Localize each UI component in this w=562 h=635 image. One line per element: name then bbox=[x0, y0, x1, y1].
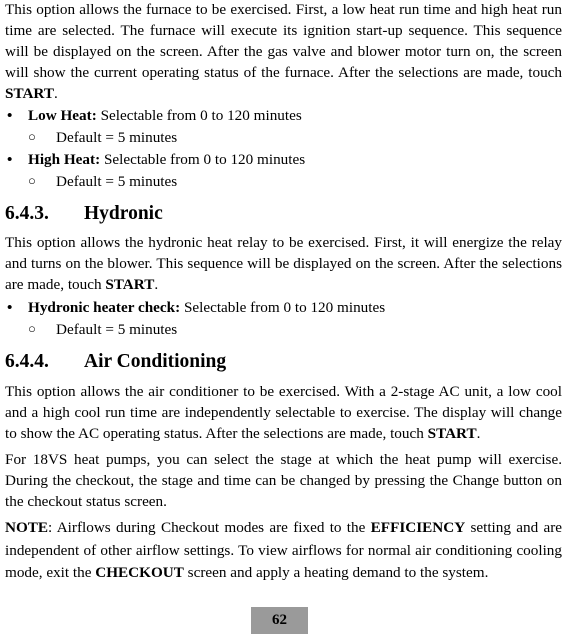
hydronic-check-text: Selectable from 0 to 120 minutes bbox=[180, 299, 386, 316]
start-keyword: START bbox=[105, 276, 155, 293]
page-number: 62 bbox=[251, 607, 308, 634]
start-keyword: START bbox=[427, 425, 477, 442]
note-text-3: screen and apply a heating demand to the system. bbox=[183, 564, 489, 581]
bullet-high-heat bbox=[5, 149, 562, 171]
note-text-1: : Airflows during Checkout modes are fixed to the bbox=[48, 519, 371, 536]
hydronic-paragraph-tail: . bbox=[154, 276, 159, 293]
section-title: Air Conditioning bbox=[84, 351, 227, 372]
section-number: 6.4.3. bbox=[5, 203, 49, 224]
high-heat-label: High Heat: bbox=[28, 151, 101, 168]
heat-pump-paragraph-text: For 18VS heat pumps, you can select the stage at which the heat pump will exercise. During the checkout, the stage and time can be changed by pressing the Change button on the checkout status screen. bbox=[5, 451, 562, 510]
hydronic-paragraph-text: This option allows the hydronic heat relay to be exercised. First, it will energize the relay and turns on the blower. This sequence will be displayed on the screen. After the selections are made, touch bbox=[5, 234, 562, 293]
high-heat-text: Selectable from 0 to 120 minutes bbox=[100, 151, 306, 168]
note-label: NOTE bbox=[5, 519, 49, 536]
bullet-icon: • bbox=[7, 151, 13, 168]
furnace-paragraph bbox=[5, 0, 562, 104]
hydronic-default: Default = 5 minutes bbox=[56, 321, 178, 338]
bullet-hydronic-check bbox=[5, 297, 562, 319]
section-heading-hydronic bbox=[5, 198, 562, 229]
circle-bullet-icon: ○ bbox=[28, 129, 36, 144]
subbullet-hydronic-default bbox=[5, 319, 562, 341]
section-heading-air-conditioning bbox=[5, 346, 562, 377]
efficiency-keyword: EFFICIENCY bbox=[370, 519, 466, 536]
bullet-icon: • bbox=[7, 107, 13, 124]
hydronic-check-label: Hydronic heater check: bbox=[28, 299, 181, 316]
bullet-low-heat bbox=[5, 105, 562, 127]
furnace-paragraph-text: This option allows the furnace to be exercised. First, a low heat run time and high heat run time are selected. The furnace will execute its ignition start-up sequence. This sequence will be displayed on the screen. After the gas valve and blower motor turn on, the screen will show the current operating status of the furnace. After the selections are made, touch bbox=[5, 1, 562, 81]
ac-paragraph-text: This option allows the air conditioner to be exercised. With a 2-stage AC unit, a low cool and a high cool run time are independently selectable to exercise. The display will change to show the AC operating status. After the selections are made, touch bbox=[5, 383, 562, 442]
subbullet-high-heat-default bbox=[5, 171, 562, 193]
note-paragraph bbox=[5, 517, 562, 585]
low-heat-text: Selectable from 0 to 120 minutes bbox=[96, 107, 302, 124]
note-text-2: setting and are independent of other airflow settings. To view airflows for normal air conditioning cooling mode, exit the bbox=[5, 519, 562, 581]
furnace-paragraph-tail: . bbox=[53, 85, 58, 102]
heat-pump-paragraph bbox=[5, 449, 562, 512]
low-heat-default: Default = 5 minutes bbox=[56, 129, 178, 146]
circle-bullet-icon: ○ bbox=[28, 321, 36, 336]
ac-paragraph-tail: . bbox=[476, 425, 481, 442]
document-page bbox=[5, 0, 562, 585]
ac-paragraph bbox=[5, 381, 562, 444]
checkout-keyword: CHECKOUT bbox=[95, 564, 184, 581]
subbullet-low-heat-default bbox=[5, 127, 562, 149]
section-number: 6.4.4. bbox=[5, 351, 49, 372]
start-keyword: START bbox=[5, 85, 54, 102]
section-title: Hydronic bbox=[84, 203, 163, 224]
hydronic-paragraph bbox=[5, 232, 562, 295]
circle-bullet-icon: ○ bbox=[28, 173, 36, 188]
bullet-icon: • bbox=[7, 299, 13, 316]
high-heat-default: Default = 5 minutes bbox=[56, 173, 178, 190]
low-heat-label: Low Heat: bbox=[28, 107, 97, 124]
